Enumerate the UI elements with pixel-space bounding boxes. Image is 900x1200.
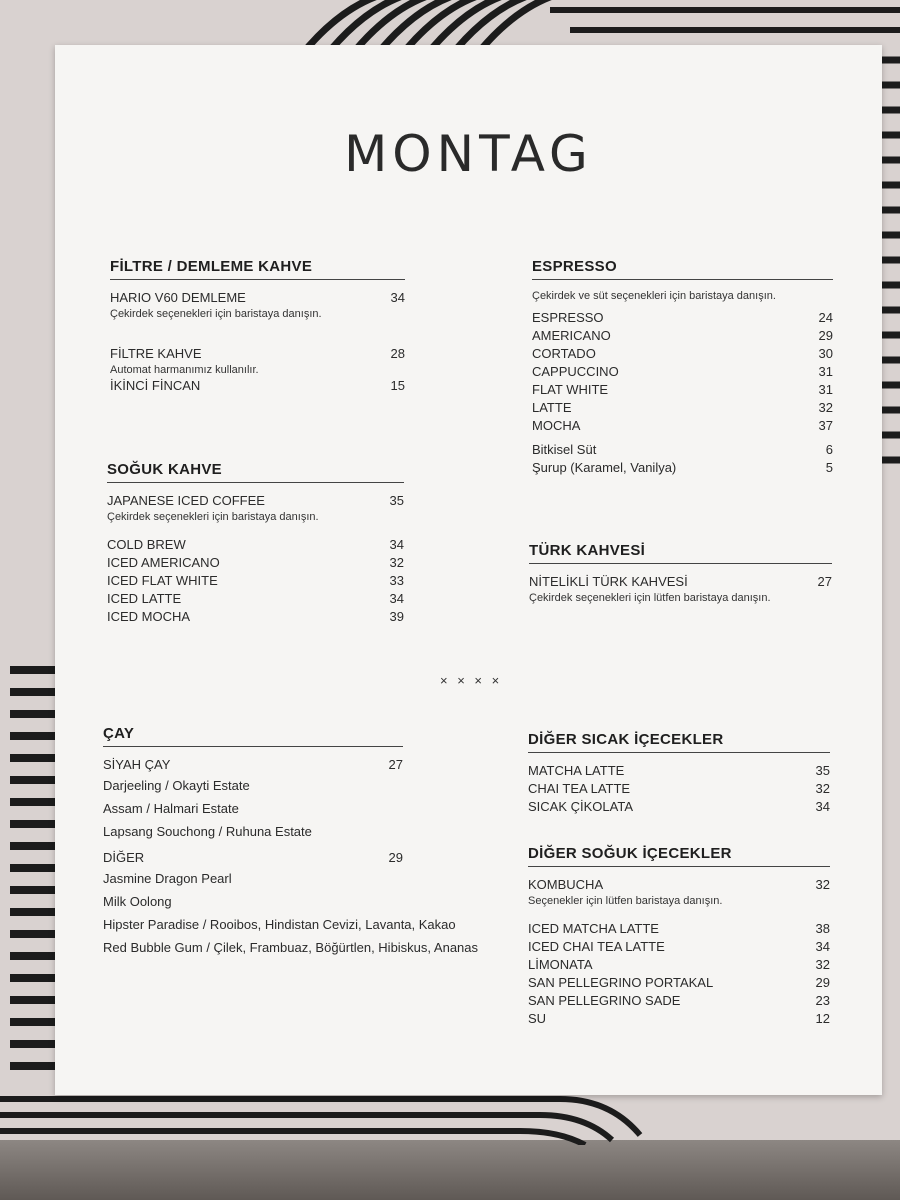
extra-price: 5	[825, 460, 833, 475]
menu-item	[107, 536, 404, 554]
section-separator: × × × ×	[440, 673, 503, 688]
item-name: LİMONATA	[528, 957, 593, 972]
item-name: CHAI TEA LATTE	[528, 781, 631, 796]
tea-variety: Jasmine Dragon Pearl	[103, 871, 232, 886]
item-name: ICED AMERICANO	[107, 555, 220, 570]
menu-item	[103, 849, 403, 867]
item-price: 34	[389, 537, 404, 552]
menu-item	[528, 974, 830, 992]
item-name: ICED FLAT WHITE	[107, 573, 218, 588]
item-name: İKİNCİ FİNCAN	[110, 378, 201, 393]
menu-item	[107, 572, 404, 590]
section-title: ÇAY	[103, 725, 403, 747]
menu-item	[110, 345, 405, 363]
menu-extra	[532, 441, 833, 459]
item-price: 37	[818, 418, 833, 433]
section-espresso	[532, 258, 833, 477]
tea-variety: Darjeeling / Okayti Estate	[103, 778, 250, 793]
item-price: 39	[389, 609, 404, 624]
menu-item	[532, 345, 833, 363]
section-title: ESPRESSO	[532, 258, 833, 280]
item-name: CAPPUCCINO	[532, 364, 619, 379]
item-name: ESPRESSO	[532, 310, 604, 325]
item-price: 30	[818, 346, 833, 361]
item-note: Seçenekler için lütfen baristaya danışın.	[528, 895, 723, 907]
tea-variety: Lapsang Souchong / Ruhuna Estate	[103, 824, 312, 839]
menu-item	[528, 780, 830, 798]
item-price: 35	[389, 493, 404, 508]
menu-item	[528, 956, 830, 974]
section-turk-kahvesi	[529, 542, 832, 605]
item-note: Çekirdek seçenekleri için lütfen baristaya danışın.	[529, 592, 771, 604]
item-name: JAPANESE ICED COFFEE	[107, 493, 265, 508]
section-title: SOĞUK KAHVE	[107, 461, 404, 483]
item-price: 34	[389, 591, 404, 606]
menu-item	[532, 327, 833, 345]
section-diger-sicak	[528, 731, 830, 816]
item-name: ICED CHAI TEA LATTE	[528, 939, 665, 954]
item-price: 33	[389, 573, 404, 588]
item-name: ICED MATCHA LATTE	[528, 921, 659, 936]
item-name: FİLTRE KAHVE	[110, 346, 202, 361]
item-price: 38	[815, 921, 830, 936]
item-name: CORTADO	[532, 346, 596, 361]
section-cay	[103, 725, 479, 959]
item-price: 29	[818, 328, 833, 343]
item-note: Çekirdek seçenekleri için baristaya danışın.	[110, 308, 322, 320]
item-note: Automat harmanımız kullanılır.	[110, 364, 259, 376]
menu-item	[528, 798, 830, 816]
menu-item	[107, 492, 404, 510]
menu-item	[532, 381, 833, 399]
item-name: COLD BREW	[107, 537, 186, 552]
item-price: 34	[815, 799, 830, 814]
menu-item	[529, 573, 832, 591]
item-name: ICED LATTE	[107, 591, 182, 606]
section-soguk-kahve	[107, 461, 404, 626]
stripe-pattern-left	[0, 660, 60, 1090]
item-price: 12	[815, 1011, 830, 1026]
brand-logo: MONTAG	[344, 125, 593, 183]
item-price: 34	[390, 290, 405, 305]
item-name: KOMBUCHA	[528, 877, 604, 892]
menu-extra	[532, 459, 833, 477]
menu-item	[528, 876, 830, 894]
item-name: MOCHA	[532, 418, 581, 433]
item-price: 32	[818, 400, 833, 415]
item-price: 34	[815, 939, 830, 954]
extra-name: Şurup (Karamel, Vanilya)	[532, 460, 677, 475]
menu-item	[532, 417, 833, 435]
item-name: HARIO V60 DEMLEME	[110, 290, 246, 305]
item-name: SICAK ÇİKOLATA	[528, 799, 633, 814]
section-title: FİLTRE / DEMLEME KAHVE	[110, 258, 405, 280]
item-name: AMERICANO	[532, 328, 611, 343]
item-note: Çekirdek seçenekleri için baristaya danışın.	[107, 511, 319, 523]
item-price: 32	[815, 781, 830, 796]
item-name: SU	[528, 1011, 547, 1026]
item-name: DİĞER	[103, 850, 145, 865]
item-price: 32	[815, 957, 830, 972]
item-name: LATTE	[532, 400, 572, 415]
item-price: 27	[388, 757, 403, 772]
item-price: 31	[818, 382, 833, 397]
item-price: 29	[815, 975, 830, 990]
extra-price: 6	[825, 442, 833, 457]
menu-item	[532, 399, 833, 417]
menu-item	[110, 377, 405, 395]
menu-item	[528, 938, 830, 956]
menu-item	[528, 1010, 830, 1028]
menu-item	[528, 920, 830, 938]
menu-sheet	[55, 45, 882, 1095]
menu-item	[110, 289, 405, 307]
item-price: 31	[818, 364, 833, 379]
menu-item	[532, 309, 833, 327]
section-title: DİĞER SICAK İÇECEKLER	[528, 731, 830, 753]
item-name: SİYAH ÇAY	[103, 757, 171, 772]
item-name: MATCHA LATTE	[528, 763, 625, 778]
table-surface	[0, 1140, 900, 1200]
item-price: 29	[388, 850, 403, 865]
item-name: ICED MOCHA	[107, 609, 191, 624]
section-title: DİĞER SOĞUK İÇECEKLER	[528, 845, 830, 867]
item-price: 32	[389, 555, 404, 570]
tea-variety: Red Bubble Gum / Çilek, Frambuaz, Böğürtlen, Hibiskus, Ananas	[103, 940, 479, 955]
menu-item	[107, 590, 404, 608]
section-note: Çekirdek ve süt seçenekleri için baristaya danışın.	[532, 290, 776, 302]
menu-item	[528, 992, 830, 1010]
menu-item	[103, 756, 403, 774]
item-price: 23	[815, 993, 830, 1008]
menu-item	[528, 762, 830, 780]
item-name: SAN PELLEGRINO PORTAKAL	[528, 975, 714, 990]
item-price: 15	[390, 378, 405, 393]
tea-variety: Assam / Halmari Estate	[103, 801, 239, 816]
section-filtre	[110, 258, 405, 395]
item-price: 32	[815, 877, 830, 892]
item-name: SAN PELLEGRINO SADE	[528, 993, 681, 1008]
item-name: NİTELİKLİ TÜRK KAHVESİ	[529, 574, 688, 589]
item-price: 35	[815, 763, 830, 778]
menu-item	[107, 554, 404, 572]
tea-variety: Hipster Paradise / Rooibos, Hindistan Cevizi, Lavanta, Kakao	[103, 917, 456, 932]
item-price: 24	[818, 310, 833, 325]
menu-item	[532, 363, 833, 381]
menu-item	[107, 608, 404, 626]
item-name: FLAT WHITE	[532, 382, 609, 397]
item-price: 27	[817, 574, 832, 589]
extra-name: Bitkisel Süt	[532, 442, 597, 457]
section-title: TÜRK KAHVESİ	[529, 542, 832, 564]
item-price: 28	[390, 346, 405, 361]
tea-variety: Milk Oolong	[103, 894, 172, 909]
section-diger-soguk	[528, 845, 830, 1028]
